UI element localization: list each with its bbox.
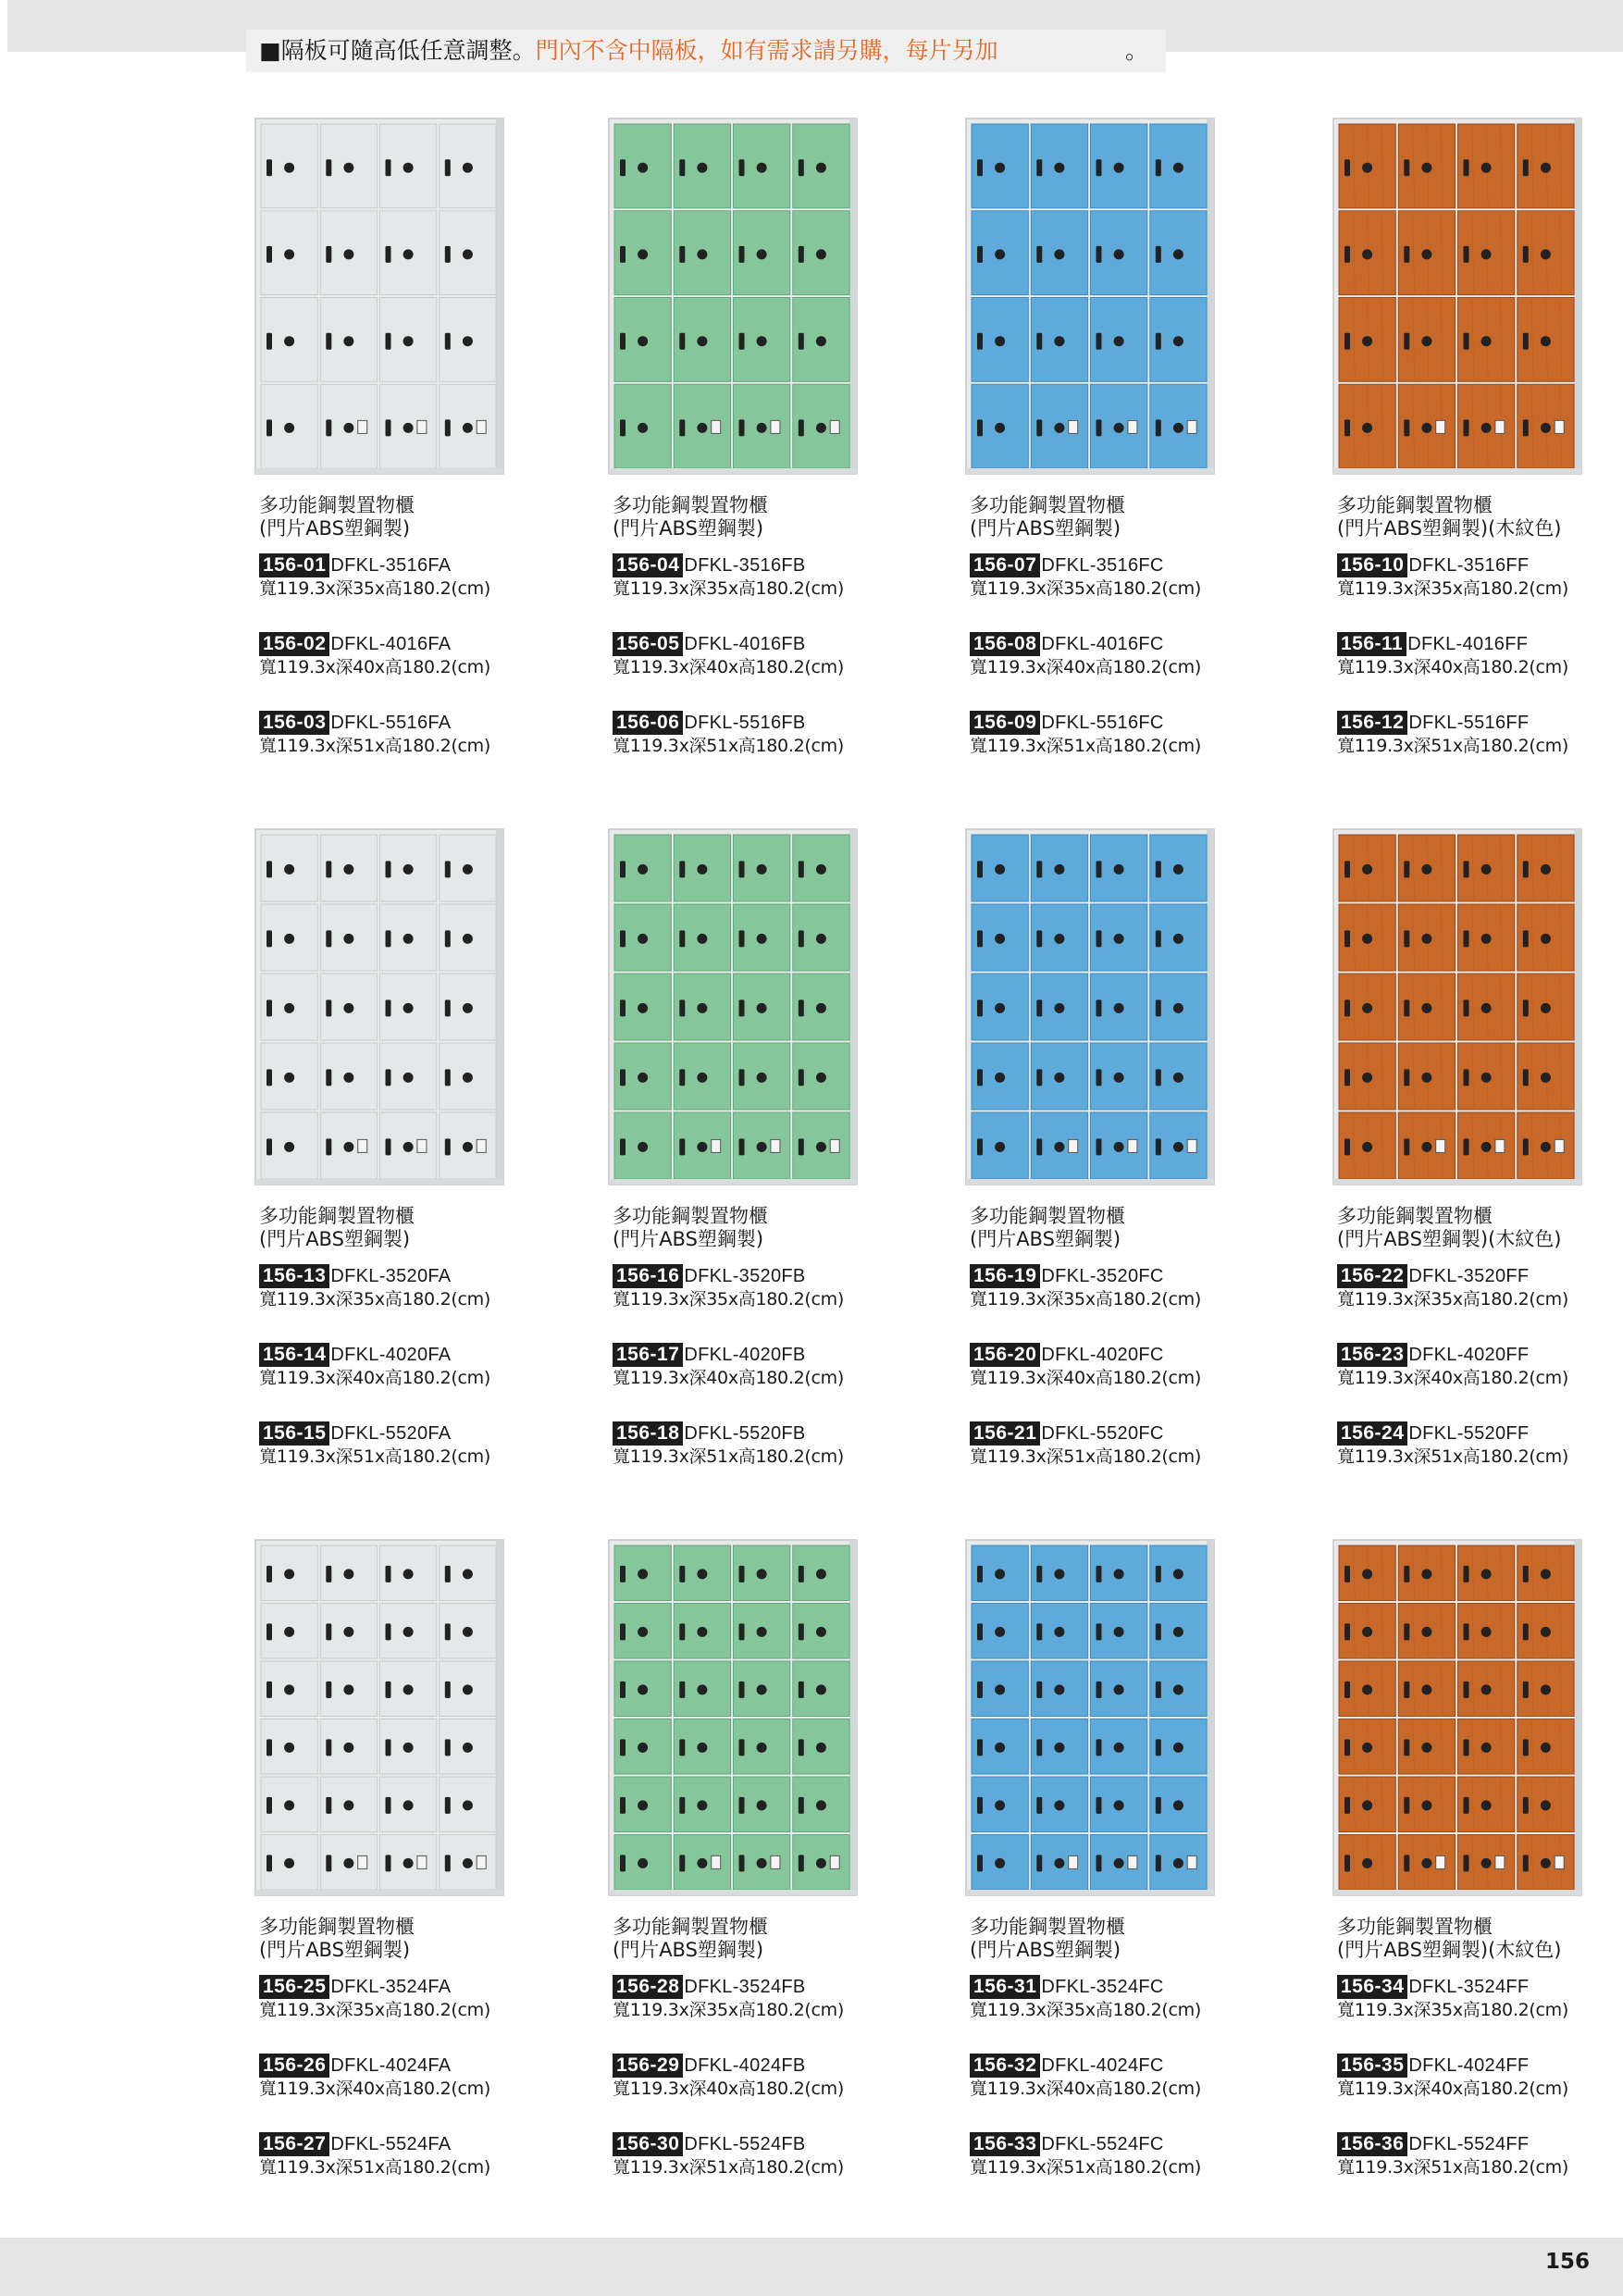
dimensions: 寬119.3x深51x高180.2(cm) (259, 1446, 490, 1467)
product-title-line2: (門片ABS塑鋼製) (613, 1228, 764, 1250)
product-title-line1: 多功能鋼製置物櫃 (1337, 494, 1493, 516)
model-number: DFKL-5524FC (1041, 2134, 1164, 2154)
product-card (250, 113, 583, 761)
model-entry (1337, 1975, 1568, 2021)
product-code-badge: 156-35 (1337, 2054, 1407, 2078)
dimensions: 寬119.3x深40x高180.2(cm) (259, 1368, 490, 1388)
product-code-badge: 156-33 (970, 2132, 1040, 2156)
dimensions: 寬119.3x深40x高180.2(cm) (970, 1368, 1201, 1388)
model-entry (613, 1421, 844, 1468)
model-entry (613, 1264, 844, 1310)
dimensions: 寬119.3x深35x高180.2(cm) (613, 2000, 844, 2020)
locker-cabinet-image (960, 824, 1221, 1192)
model-number: DFKL-5524FF (1408, 2134, 1530, 2154)
dimensions: 寬119.3x深40x高180.2(cm) (970, 657, 1201, 677)
product-code-badge: 156-12 (1337, 711, 1407, 735)
model-entry (970, 711, 1201, 757)
product-title (613, 494, 768, 540)
product-title-line1: 多功能鋼製置物櫃 (613, 1916, 768, 1938)
product-code-badge: 156-17 (613, 1343, 683, 1367)
model-number: DFKL-3516FF (1408, 555, 1530, 576)
dimensions: 寬119.3x深40x高180.2(cm) (613, 2079, 844, 2099)
product-card (603, 113, 936, 761)
product-title-line2: (門片ABS塑鋼製) (613, 1939, 764, 1961)
model-entry (613, 711, 844, 757)
product-card (250, 824, 583, 1471)
dimensions: 寬119.3x深51x高180.2(cm) (1337, 2157, 1568, 2178)
product-title (1337, 1205, 1562, 1251)
model-number: DFKL-3520FB (684, 1266, 806, 1286)
dimensions: 寬119.3x深51x高180.2(cm) (613, 2157, 844, 2178)
model-number: DFKL-5516FA (330, 713, 452, 733)
model-entry (613, 632, 844, 678)
product-card (603, 824, 936, 1471)
product-title-line1: 多功能鋼製置物櫃 (259, 494, 415, 516)
product-code-badge: 156-04 (613, 553, 683, 577)
product-title (970, 1205, 1125, 1251)
model-number: DFKL-3516FA (330, 555, 452, 576)
locker-cabinet-image (1328, 824, 1589, 1192)
model-entry (1337, 1343, 1568, 1389)
product-code-badge: 156-07 (970, 553, 1040, 577)
product-card (250, 1534, 583, 2182)
dimensions: 寬119.3x深40x高180.2(cm) (1337, 1368, 1568, 1388)
product-card (960, 1534, 1294, 2182)
dimensions: 寬119.3x深35x高180.2(cm) (970, 1289, 1201, 1309)
dimensions: 寬119.3x深35x高180.2(cm) (1337, 1289, 1568, 1309)
model-number: DFKL-5520FC (1041, 1423, 1164, 1444)
model-number: DFKL-5520FF (1408, 1423, 1530, 1444)
model-number: DFKL-4024FA (330, 2055, 452, 2076)
model-entry (259, 711, 490, 757)
product-title (613, 1916, 768, 1962)
locker-cabinet-image (1328, 113, 1589, 481)
model-entry (259, 1343, 490, 1389)
product-title-line1: 多功能鋼製置物櫃 (1337, 1205, 1493, 1227)
product-code-badge: 156-21 (970, 1421, 1040, 1446)
product-title-line1: 多功能鋼製置物櫃 (613, 1205, 768, 1227)
model-entry (1337, 1264, 1568, 1310)
model-number: DFKL-3516FB (684, 555, 806, 576)
model-entry (613, 1343, 844, 1389)
product-title-line1: 多功能鋼製置物櫃 (1337, 1916, 1493, 1938)
locker-cabinet-image (603, 113, 864, 481)
model-number: DFKL-4016FB (684, 634, 806, 654)
product-code-badge: 156-11 (1337, 632, 1406, 656)
model-number: DFKL-4024FF (1408, 2055, 1530, 2076)
model-entry (259, 1421, 490, 1468)
product-code-badge: 156-34 (1337, 1975, 1407, 1999)
product-title-line2: (門片ABS塑鋼製) (259, 1228, 411, 1250)
dimensions: 寬119.3x深40x高180.2(cm) (970, 2079, 1201, 2099)
product-title (970, 494, 1125, 540)
model-number: DFKL-5516FC (1041, 713, 1164, 733)
locker-cabinet-image (250, 1534, 511, 1903)
dimensions: 寬119.3x深35x高180.2(cm) (259, 1289, 490, 1309)
product-title (970, 1916, 1125, 1962)
product-title-line2: (門片ABS塑鋼製)(木紋色) (1337, 1228, 1562, 1250)
model-entry (259, 1975, 490, 2021)
locker-cabinet-image (603, 1534, 864, 1903)
model-number: DFKL-4016FF (1407, 634, 1529, 654)
dimensions: 寬119.3x深40x高180.2(cm) (613, 657, 844, 677)
model-entry (970, 632, 1201, 678)
model-entry (970, 2132, 1201, 2178)
model-number: DFKL-4016FA (330, 634, 452, 654)
product-code-badge: 156-20 (970, 1343, 1040, 1367)
model-number: DFKL-4016FC (1041, 634, 1164, 654)
product-title-line1: 多功能鋼製置物櫃 (613, 494, 768, 516)
product-card (1328, 824, 1623, 1471)
model-number: DFKL-5520FB (684, 1423, 806, 1444)
product-code-badge: 156-16 (613, 1264, 683, 1288)
product-title-line2: (門片ABS塑鋼製) (970, 1228, 1121, 1250)
dimensions: 寬119.3x深51x高180.2(cm) (613, 736, 844, 756)
model-entry (1337, 632, 1568, 678)
product-code-badge: 156-22 (1337, 1264, 1407, 1288)
product-code-badge: 156-19 (970, 1264, 1040, 1288)
dimensions: 寬119.3x深40x高180.2(cm) (259, 657, 490, 677)
product-code-badge: 156-15 (259, 1421, 329, 1446)
product-title-line2: (門片ABS塑鋼製) (970, 1939, 1121, 1961)
model-number: DFKL-3524FB (684, 1977, 806, 1997)
product-title-line1: 多功能鋼製置物櫃 (259, 1205, 415, 1227)
product-title-line2: (門片ABS塑鋼製) (613, 517, 764, 540)
model-number: DFKL-4024FB (684, 2055, 806, 2076)
dimensions: 寬119.3x深51x高180.2(cm) (1337, 1446, 1568, 1467)
product-code-badge: 156-10 (1337, 553, 1407, 577)
dimensions: 寬119.3x深51x高180.2(cm) (613, 1446, 844, 1467)
model-entry (1337, 711, 1568, 757)
model-entry (259, 2132, 490, 2178)
model-entry (613, 553, 844, 600)
model-entry (970, 1343, 1201, 1389)
product-card (960, 824, 1294, 1471)
model-number: DFKL-5516FF (1408, 713, 1530, 733)
product-code-badge: 156-36 (1337, 2132, 1407, 2156)
model-entry (970, 1975, 1201, 2021)
model-number: DFKL-4020FB (684, 1345, 806, 1365)
product-code-badge: 156-23 (1337, 1343, 1407, 1367)
model-number: DFKL-3524FA (330, 1977, 452, 1997)
model-number: DFKL-5516FB (684, 713, 806, 733)
locker-cabinet-image (250, 824, 511, 1192)
product-code-badge: 156-06 (613, 711, 683, 735)
notice-end-mark: 。 (1125, 37, 1149, 64)
product-title (1337, 494, 1562, 540)
product-title-line1: 多功能鋼製置物櫃 (970, 1205, 1125, 1227)
product-title (259, 494, 415, 540)
model-entry (259, 2054, 490, 2100)
dimensions: 寬119.3x深35x高180.2(cm) (259, 578, 490, 599)
product-code-badge: 156-08 (970, 632, 1040, 656)
product-title (613, 1205, 768, 1251)
model-entry (970, 1421, 1201, 1468)
dimensions: 寬119.3x深35x高180.2(cm) (613, 1289, 844, 1309)
product-title-line1: 多功能鋼製置物櫃 (259, 1916, 415, 1938)
dimensions: 寬119.3x深40x高180.2(cm) (1337, 657, 1568, 677)
product-title-line2: (門片ABS塑鋼製) (970, 517, 1121, 540)
model-number: DFKL-3520FA (330, 1266, 452, 1286)
product-title-line2: (門片ABS塑鋼製) (259, 1939, 411, 1961)
model-number: DFKL-3520FF (1408, 1266, 1530, 1286)
model-entry (613, 2054, 844, 2100)
dimensions: 寬119.3x深40x高180.2(cm) (1337, 2079, 1568, 2099)
footer-band (0, 2238, 1623, 2296)
product-title-line2: (門片ABS塑鋼製) (259, 517, 411, 540)
model-entry (1337, 1421, 1568, 1468)
product-title (259, 1205, 415, 1251)
model-number: DFKL-3520FC (1041, 1266, 1164, 1286)
dimensions: 寬119.3x深35x高180.2(cm) (970, 578, 1201, 599)
model-number: DFKL-3524FF (1408, 1977, 1530, 1997)
product-title-line1: 多功能鋼製置物櫃 (970, 1916, 1125, 1938)
page-number: 156 (1544, 2250, 1590, 2274)
dimensions: 寬119.3x深51x高180.2(cm) (970, 2157, 1201, 2178)
model-number: DFKL-4020FA (330, 1345, 452, 1365)
locker-cabinet-image (960, 1534, 1221, 1903)
product-title (259, 1916, 415, 1962)
product-code-badge: 156-26 (259, 2054, 329, 2078)
model-entry (1337, 553, 1568, 600)
product-code-badge: 156-18 (613, 1421, 683, 1446)
dimensions: 寬119.3x深35x高180.2(cm) (613, 578, 844, 599)
model-number: DFKL-5524FA (330, 2134, 452, 2154)
dimensions: 寬119.3x深35x高180.2(cm) (259, 2000, 490, 2020)
product-card (603, 1534, 936, 2182)
dimensions: 寬119.3x深51x高180.2(cm) (970, 1446, 1201, 1467)
model-entry (1337, 2054, 1568, 2100)
dimensions: 寬119.3x深40x高180.2(cm) (613, 1368, 844, 1388)
locker-cabinet-image (250, 113, 511, 481)
model-number: DFKL-5520FA (330, 1423, 452, 1444)
product-title-line2: (門片ABS塑鋼製)(木紋色) (1337, 517, 1562, 540)
dimensions: 寬119.3x深51x高180.2(cm) (970, 736, 1201, 756)
notice-text: ■隔板可隨高低任意調整。 (259, 37, 536, 64)
product-card (1328, 1534, 1623, 2182)
product-code-badge: 156-24 (1337, 1421, 1407, 1446)
model-number: DFKL-5524FB (684, 2134, 806, 2154)
model-entry (970, 553, 1201, 600)
product-code-badge: 156-09 (970, 711, 1040, 735)
dimensions: 寬119.3x深35x高180.2(cm) (970, 2000, 1201, 2020)
model-entry (970, 1264, 1201, 1310)
notice-bar (246, 30, 1166, 72)
product-title (1337, 1916, 1562, 1962)
product-code-badge: 156-14 (259, 1343, 329, 1367)
product-card (960, 113, 1294, 761)
product-code-badge: 156-01 (259, 553, 329, 577)
model-entry (259, 632, 490, 678)
product-code-badge: 156-30 (613, 2132, 683, 2156)
locker-cabinet-image (1328, 1534, 1589, 1903)
dimensions: 寬119.3x深51x高180.2(cm) (259, 2157, 490, 2178)
product-code-badge: 156-31 (970, 1975, 1040, 1999)
product-title-line2: (門片ABS塑鋼製)(木紋色) (1337, 1939, 1562, 1961)
product-code-badge: 156-27 (259, 2132, 329, 2156)
product-code-badge: 156-03 (259, 711, 329, 735)
dimensions: 寬119.3x深40x高180.2(cm) (259, 2079, 490, 2099)
product-title-line1: 多功能鋼製置物櫃 (970, 494, 1125, 516)
model-entry (613, 1975, 844, 2021)
model-number: DFKL-3524FC (1041, 1977, 1164, 1997)
locker-cabinet-image (960, 113, 1221, 481)
locker-cabinet-image (603, 824, 864, 1192)
notice-highlight: 門內不含中隔板，如有需求請另購，每片另加 (535, 37, 998, 64)
model-entry (259, 553, 490, 600)
dimensions: 寬119.3x深35x高180.2(cm) (1337, 578, 1568, 599)
dimensions: 寬119.3x深35x高180.2(cm) (1337, 2000, 1568, 2020)
product-code-badge: 156-02 (259, 632, 329, 656)
model-entry (1337, 2132, 1568, 2178)
model-entry (970, 2054, 1201, 2100)
product-card (1328, 113, 1623, 761)
product-code-badge: 156-25 (259, 1975, 329, 1999)
model-entry (613, 2132, 844, 2178)
model-number: DFKL-3516FC (1041, 555, 1164, 576)
model-entry (259, 1264, 490, 1310)
product-code-badge: 156-28 (613, 1975, 683, 1999)
model-number: DFKL-4024FC (1041, 2055, 1164, 2076)
product-code-badge: 156-29 (613, 2054, 683, 2078)
product-code-badge: 156-05 (613, 632, 683, 656)
product-code-badge: 156-32 (970, 2054, 1040, 2078)
model-number: DFKL-4020FC (1041, 1345, 1164, 1365)
dimensions: 寬119.3x深51x高180.2(cm) (259, 736, 490, 756)
dimensions: 寬119.3x深51x高180.2(cm) (1337, 736, 1568, 756)
model-number: DFKL-4020FF (1408, 1345, 1530, 1365)
product-code-badge: 156-13 (259, 1264, 329, 1288)
